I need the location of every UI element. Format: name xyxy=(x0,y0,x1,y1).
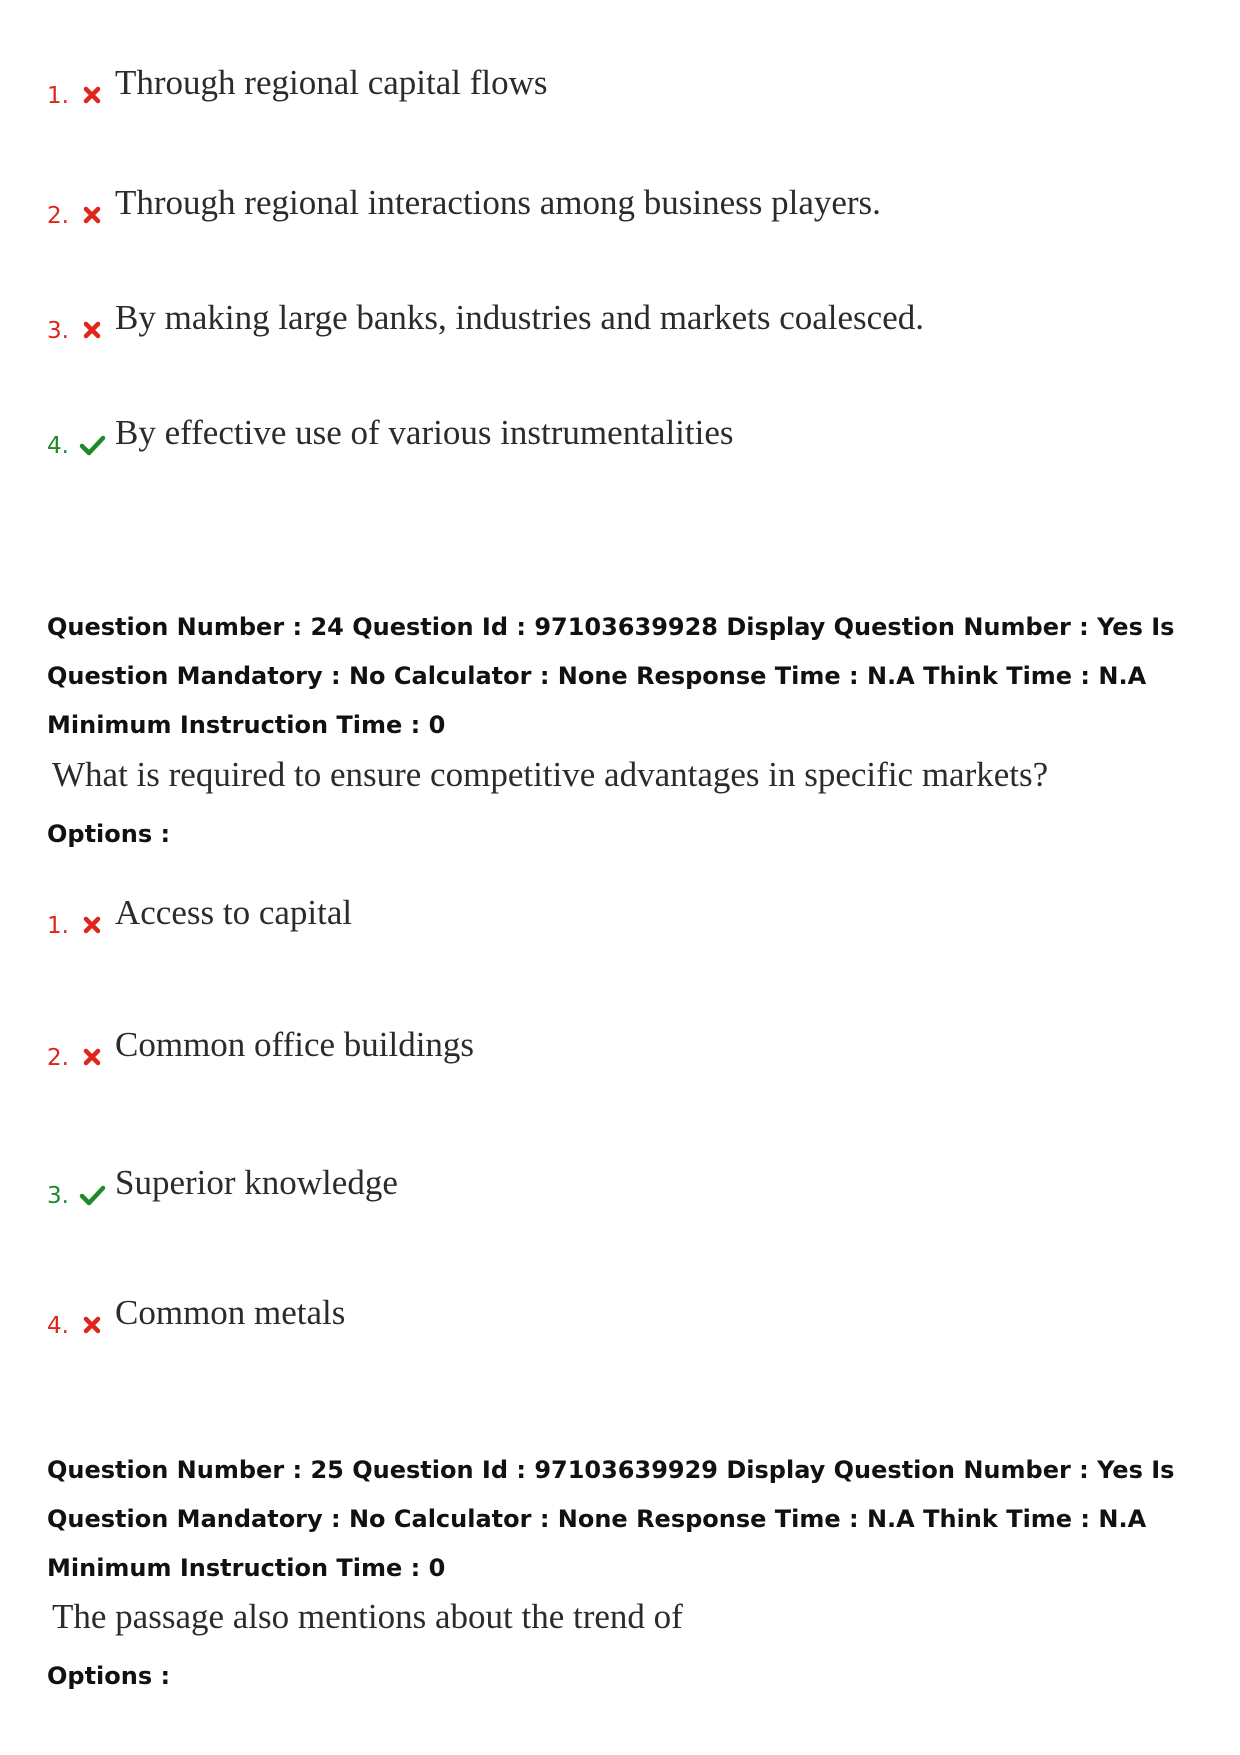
cross-icon xyxy=(77,1310,107,1340)
cross-icon xyxy=(77,200,107,230)
option-row xyxy=(47,170,881,230)
option-text: Common office buildings xyxy=(115,1025,475,1064)
question-meta: Question Number : 25 Question Id : 97103639929 Display Question Number : Yes Is Question Mandatory : No Calculator : None Response Time : N.A Think Time : N.A Minimum Instruction Time : 0 xyxy=(47,1456,1175,1582)
option-row xyxy=(47,285,924,345)
option-text: Access to capital xyxy=(115,893,353,932)
option-number: 4. xyxy=(47,1313,69,1339)
options-label: Options : xyxy=(47,1662,171,1690)
check-icon xyxy=(77,1180,107,1210)
cross-icon xyxy=(77,80,107,110)
option-text: Superior knowledge xyxy=(115,1163,398,1202)
option-text: Common metals xyxy=(115,1293,346,1332)
option-text: Through regional capital flows xyxy=(115,63,548,102)
option-text: By making large banks, industries and markets coalesced. xyxy=(115,298,924,337)
option-number: 1. xyxy=(47,83,69,109)
question-meta: Question Number : 24 Question Id : 97103639928 Display Question Number : Yes Is Question Mandatory : No Calculator : None Response Time : N.A Think Time : N.A Minimum Instruction Time : 0 xyxy=(47,613,1175,739)
option-row xyxy=(47,1150,398,1210)
option-row xyxy=(47,50,548,110)
cross-icon xyxy=(77,1042,107,1072)
option-row xyxy=(47,400,734,460)
option-number: 3. xyxy=(47,318,69,344)
option-text: Through regional interactions among business players. xyxy=(115,183,881,222)
option-number: 4. xyxy=(47,433,69,459)
option-row xyxy=(47,1280,345,1340)
option-text: By effective use of various instrumentalities xyxy=(115,413,734,452)
option-number: 3. xyxy=(47,1183,69,1209)
cross-icon xyxy=(77,910,107,940)
question-text: The passage also mentions about the trend of xyxy=(52,1597,683,1636)
cross-icon xyxy=(77,315,107,345)
option-row xyxy=(47,880,352,940)
option-number: 2. xyxy=(47,1045,69,1071)
question-text: What is required to ensure competitive advantages in specific markets? xyxy=(52,755,1049,794)
check-icon xyxy=(77,430,107,460)
option-row xyxy=(47,1012,474,1072)
option-number: 2. xyxy=(47,203,69,229)
options-label: Options : xyxy=(47,820,171,848)
option-number: 1. xyxy=(47,913,69,939)
